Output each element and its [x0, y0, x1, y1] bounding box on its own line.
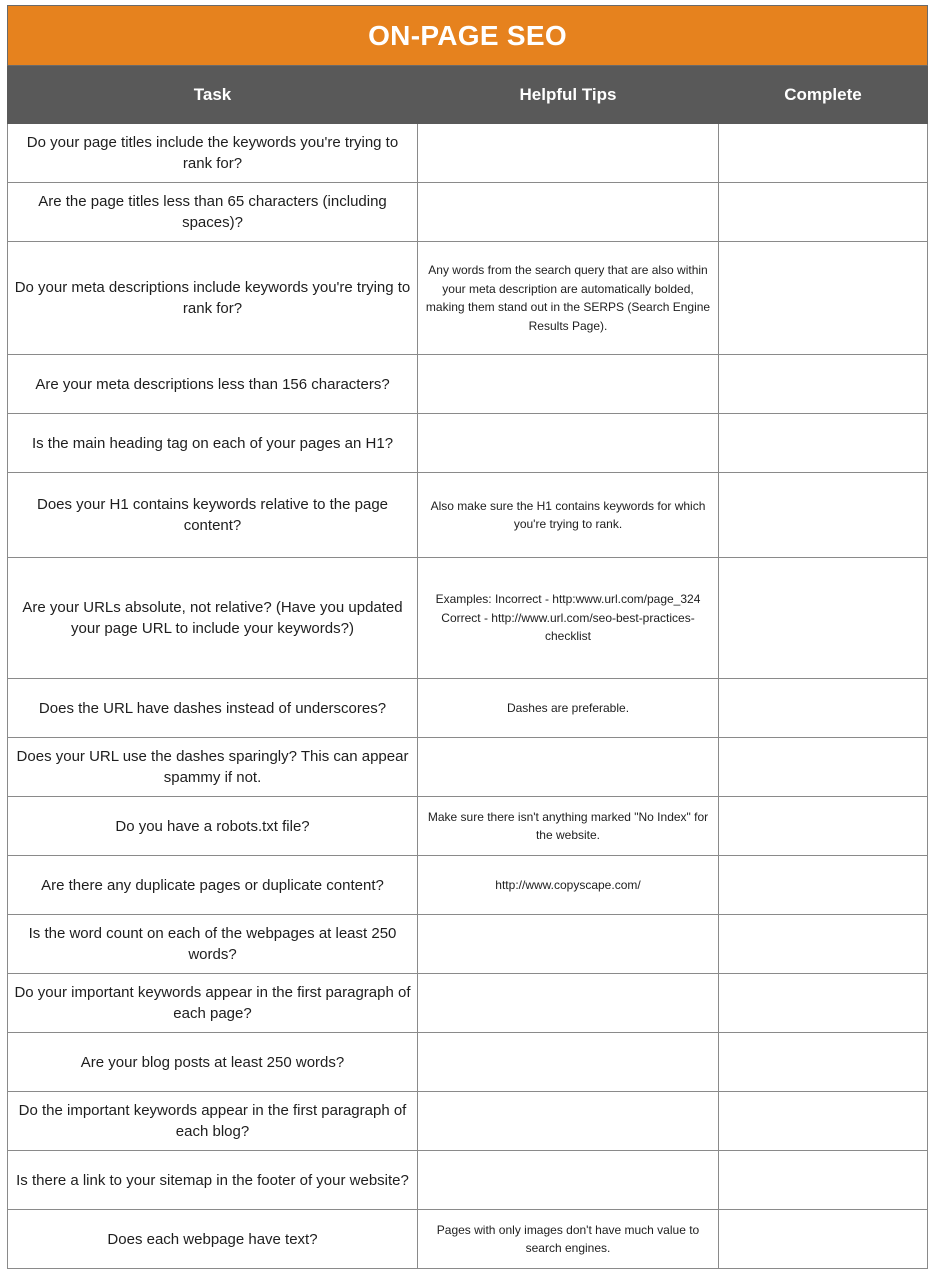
- complete-cell[interactable]: [719, 915, 928, 974]
- tip-cell: [418, 1092, 719, 1151]
- column-header-row: [8, 66, 928, 124]
- task-cell: Does your URL use the dashes sparingly? This can appear spammy if not.: [8, 738, 418, 797]
- table-row: [8, 242, 928, 355]
- complete-cell[interactable]: [719, 1033, 928, 1092]
- complete-cell[interactable]: [719, 183, 928, 242]
- task-cell: Are your URLs absolute, not relative? (Have you updated your page URL to include your keywords?): [8, 558, 418, 679]
- complete-cell[interactable]: [719, 355, 928, 414]
- task-cell: Does each webpage have text?: [8, 1210, 418, 1269]
- column-header-task: Task: [8, 66, 418, 124]
- complete-cell[interactable]: [719, 738, 928, 797]
- task-cell: Does your H1 contains keywords relative to the page content?: [8, 473, 418, 558]
- complete-cell[interactable]: [719, 473, 928, 558]
- tip-cell: [418, 124, 719, 183]
- table-row: [8, 183, 928, 242]
- complete-cell[interactable]: [719, 1210, 928, 1269]
- table-row: [8, 974, 928, 1033]
- task-cell: Is the word count on each of the webpages at least 250 words?: [8, 915, 418, 974]
- complete-cell[interactable]: [719, 558, 928, 679]
- task-cell: Are the page titles less than 65 characters (including spaces)?: [8, 183, 418, 242]
- tip-cell: [418, 355, 719, 414]
- tip-cell: [418, 915, 719, 974]
- tip-cell: Also make sure the H1 contains keywords for which you're trying to rank.: [418, 473, 719, 558]
- table-row: [8, 679, 928, 738]
- table-row: [8, 1033, 928, 1092]
- tip-cell: Any words from the search query that are also within your meta description are automatically bolded, making them stand out in the SERPS (Search Engine Results Page).: [418, 242, 719, 355]
- tip-cell: [418, 1033, 719, 1092]
- task-cell: Are there any duplicate pages or duplicate content?: [8, 856, 418, 915]
- table-row: [8, 797, 928, 856]
- task-cell: Are your blog posts at least 250 words?: [8, 1033, 418, 1092]
- table-row: [8, 1092, 928, 1151]
- table-row: [8, 124, 928, 183]
- table-row: [8, 915, 928, 974]
- column-header-tips: Helpful Tips: [418, 66, 719, 124]
- task-cell: Does the URL have dashes instead of underscores?: [8, 679, 418, 738]
- table-row: [8, 1210, 928, 1269]
- page-title: ON-PAGE SEO: [8, 6, 928, 66]
- tip-cell: Dashes are preferable.: [418, 679, 719, 738]
- complete-cell[interactable]: [719, 242, 928, 355]
- table-row: [8, 856, 928, 915]
- table-row: [8, 414, 928, 473]
- tip-cell: Make sure there isn't anything marked "No Index" for the website.: [418, 797, 719, 856]
- task-cell: Is the main heading tag on each of your pages an H1?: [8, 414, 418, 473]
- task-cell: Are your meta descriptions less than 156 characters?: [8, 355, 418, 414]
- task-cell: Is there a link to your sitemap in the footer of your website?: [8, 1151, 418, 1210]
- complete-cell[interactable]: [719, 974, 928, 1033]
- complete-cell[interactable]: [719, 124, 928, 183]
- title-row: [8, 6, 928, 66]
- tip-cell: http://www.copyscape.com/: [418, 856, 719, 915]
- tip-cell: [418, 738, 719, 797]
- table-row: [8, 1151, 928, 1210]
- column-header-complete: Complete: [719, 66, 928, 124]
- tip-cell: [418, 1151, 719, 1210]
- seo-checklist-table: [7, 5, 928, 1269]
- complete-cell[interactable]: [719, 856, 928, 915]
- table-row: [8, 558, 928, 679]
- tip-cell: Examples: Incorrect - http:www.url.com/page_324 Correct - http://www.url.com/seo-best-practices-checklist: [418, 558, 719, 679]
- task-cell: Do you have a robots.txt file?: [8, 797, 418, 856]
- tip-cell: [418, 183, 719, 242]
- complete-cell[interactable]: [719, 414, 928, 473]
- table-row: [8, 355, 928, 414]
- tip-cell: Pages with only images don't have much value to search engines.: [418, 1210, 719, 1269]
- table-row: [8, 473, 928, 558]
- complete-cell[interactable]: [719, 797, 928, 856]
- task-cell: Do the important keywords appear in the first paragraph of each blog?: [8, 1092, 418, 1151]
- complete-cell[interactable]: [719, 679, 928, 738]
- complete-cell[interactable]: [719, 1092, 928, 1151]
- task-cell: Do your meta descriptions include keywords you're trying to rank for?: [8, 242, 418, 355]
- tip-cell: [418, 974, 719, 1033]
- task-cell: Do your page titles include the keywords you're trying to rank for?: [8, 124, 418, 183]
- task-cell: Do your important keywords appear in the first paragraph of each page?: [8, 974, 418, 1033]
- complete-cell[interactable]: [719, 1151, 928, 1210]
- table-row: [8, 738, 928, 797]
- tip-cell: [418, 414, 719, 473]
